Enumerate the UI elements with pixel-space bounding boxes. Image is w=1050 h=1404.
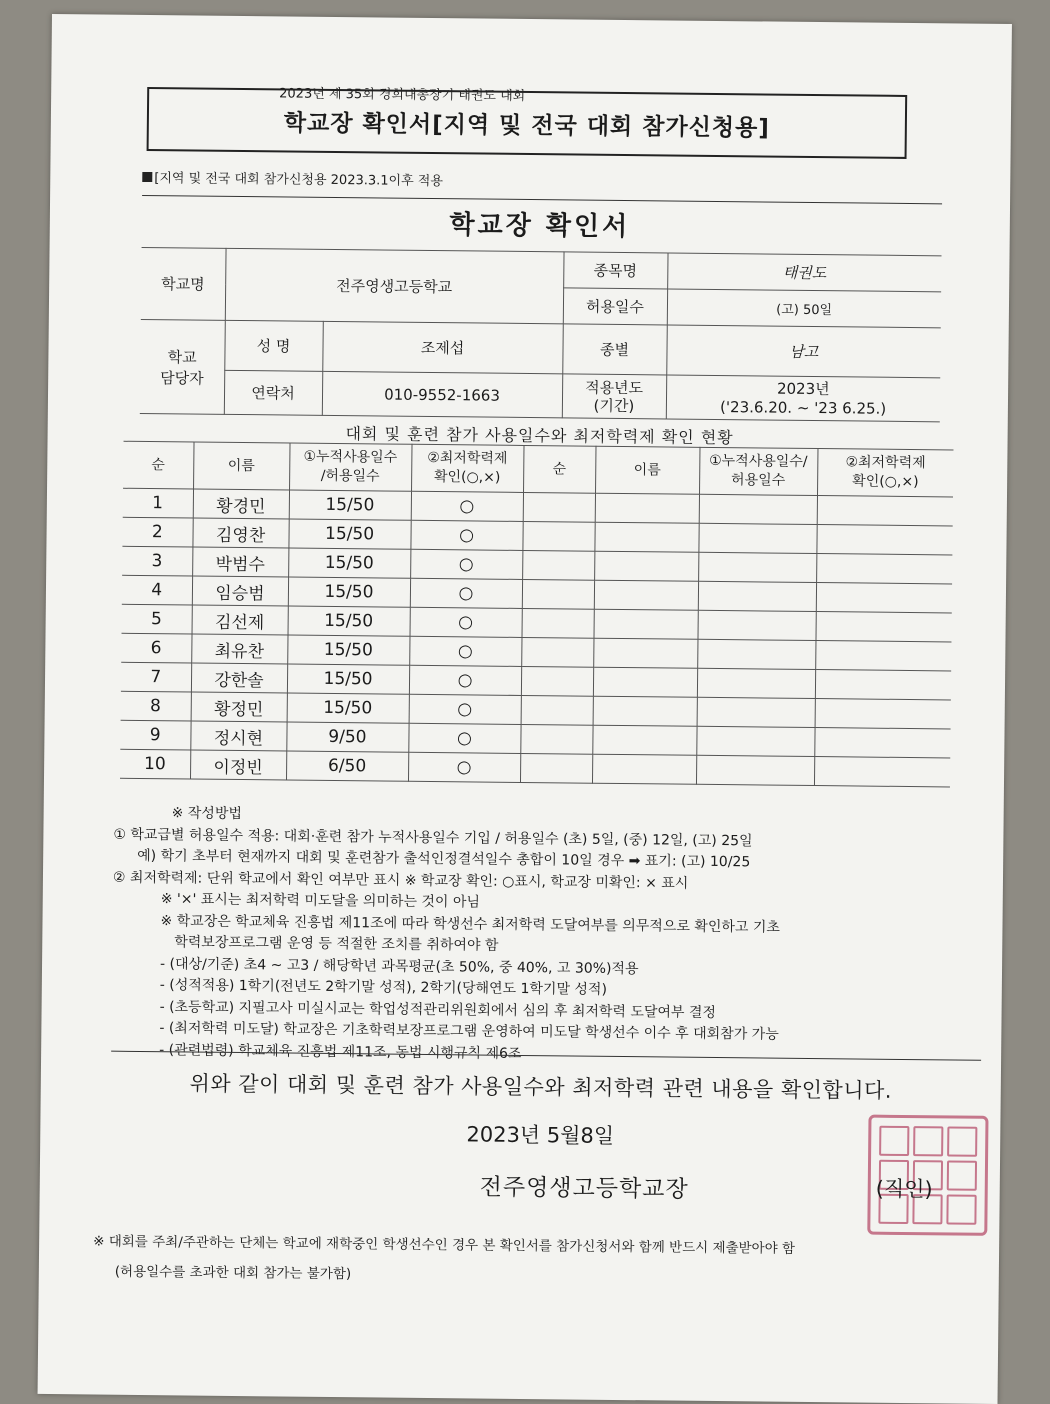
header-days-right-line2: 허용일수	[731, 472, 786, 489]
row-name: 강한솔	[191, 663, 287, 693]
row-check: ○	[410, 578, 522, 608]
row-check-right	[814, 757, 950, 787]
row-name: 황경민	[193, 489, 289, 519]
writing-guide	[111, 803, 994, 1070]
row-no: 9	[120, 720, 190, 750]
manager-label-line2: 담당자	[160, 368, 204, 388]
category-value: 남고	[666, 325, 941, 378]
footer-note	[93, 1226, 974, 1295]
row-days: 15/50	[287, 664, 409, 694]
guide-line: ※ 학교장은 학교체육 진흥법 제11조에 따라 학생선수 최저학력 도달여부를 의무적으로 확인하고 기초	[160, 912, 781, 936]
participation-status-table	[120, 441, 953, 788]
row-name-right	[593, 638, 697, 668]
row-check: ○	[408, 723, 520, 753]
row-no-right	[522, 521, 594, 551]
row-no: 1	[123, 488, 193, 518]
row-check: ○	[411, 491, 523, 521]
row-no: 8	[121, 691, 191, 721]
row-check: ○	[410, 520, 522, 550]
row-name: 김영찬	[192, 518, 288, 548]
header-days-right-line1: ①누적사용일수/	[709, 452, 808, 470]
document-title: 학교장 확인서[지역 및 전국 대회 참가신청용]	[147, 87, 908, 159]
period-value: ('23.6.20. ~ '23 6.25.)	[720, 397, 887, 418]
name-label: 성 명	[224, 320, 323, 371]
row-check-right	[816, 554, 952, 584]
status-table-body	[120, 488, 953, 787]
row-check-right	[814, 728, 950, 758]
row-days: 15/50	[289, 490, 411, 520]
footer-line-1: ※ 대회를 주최/주관하는 단체는 학교에 재학중인 학생선수인 경우 본 확인서를 참가신청서와 함께 반드시 제출받아야 함	[93, 1233, 796, 1257]
guide-line: - (대상/기준) 초4 ~ 고3 / 해당학년 과목평균(초 50%, 중 40%, 고 30%)적용	[159, 955, 639, 977]
row-days-right	[696, 755, 814, 785]
guide-line: 예) 학기 초부터 현재까지 대회 및 훈련참가 출석인정결석일수 총합이 10일 경우 ➡ 표기: (고) 10/25	[137, 847, 751, 871]
row-name: 박범수	[192, 547, 288, 577]
row-days: 15/50	[288, 606, 410, 636]
row-name: 이정빈	[190, 750, 286, 780]
guide-line: - (초등학교) 지필고사 미실시교는 학업성적관리위원회에서 심의 후 최저학력 도달여부 결정	[159, 998, 717, 1021]
guide-line: ※ 작성방법	[171, 805, 242, 823]
row-check-right	[815, 612, 951, 642]
header-no-right: 순	[523, 445, 595, 493]
row-days-right	[697, 610, 815, 640]
header-no: 순	[123, 441, 193, 489]
row-check-right	[815, 641, 951, 671]
header-days-right	[699, 447, 817, 495]
header-check-line1: ②최저학력제	[427, 449, 508, 467]
row-check: ○	[410, 607, 522, 637]
allowed-days-label: 허용일수	[563, 288, 667, 325]
row-no-right	[522, 579, 594, 609]
seal-label: (직인)	[875, 1176, 933, 1202]
header-days-line1: ①누적사용일수	[303, 448, 398, 466]
manager-label-line1: 학교	[167, 347, 197, 367]
row-name-right	[594, 580, 698, 610]
row-days: 15/50	[287, 635, 409, 665]
header-name-right: 이름	[595, 446, 699, 494]
row-check-right	[816, 525, 952, 555]
row-no-right	[520, 753, 592, 783]
row-no: 10	[120, 749, 190, 779]
school-label: 학교명	[141, 247, 226, 320]
year-value	[666, 375, 940, 422]
row-name: 정시현	[190, 721, 286, 751]
row-check: ○	[409, 694, 521, 724]
allowed-days-value: (고) 50일	[667, 289, 941, 328]
applicability-note	[142, 167, 443, 189]
row-name: 김선제	[192, 605, 288, 635]
row-name: 임승범	[192, 576, 288, 606]
header-days-line2: /허용일수	[320, 467, 380, 485]
row-name-right	[592, 725, 696, 755]
row-check-right	[815, 670, 951, 700]
year-value-line1: 2023년	[776, 379, 830, 398]
header-check-line2: 확인(○,×)	[433, 469, 501, 486]
row-name-right	[593, 696, 697, 726]
principal-title: 전주영생고등학교장	[479, 1174, 689, 1203]
row-check: ○	[410, 549, 522, 579]
guide-line: - (성적적용) 1학기(전년도 2학기말 성적), 2학기(당해연도 1학기말 성적)	[159, 977, 608, 998]
manager-label	[140, 319, 225, 414]
applicability-note-text: [지역 및 전국 대회 참가신청용 2023.3.1이후 적용	[154, 171, 444, 190]
guide-line: ② 최저학력제: 단위 학교에서 확인 여부만 표시 ※ 학교장 확인: ○표시, 학교장 미확인: × 표시	[112, 869, 689, 892]
row-days-right	[697, 697, 815, 727]
row-name-right	[593, 667, 697, 697]
row-no: 6	[121, 633, 191, 663]
row-days-right	[697, 668, 815, 698]
row-check: ○	[408, 752, 520, 782]
row-days-right	[698, 581, 816, 611]
row-check-right	[816, 583, 952, 613]
year-label-line1: 적용년도	[585, 378, 644, 397]
row-check: ○	[409, 636, 521, 666]
header-check-right	[817, 449, 953, 497]
category-label: 종별	[562, 324, 667, 375]
sport-label: 종목명	[563, 252, 667, 289]
row-no-right	[521, 637, 593, 667]
document-page	[38, 14, 1012, 1404]
header-check-right-line1: ②최저학력제	[845, 454, 926, 472]
row-check: ○	[409, 665, 521, 695]
guide-line: - (관련법령) 학교체육 진흥법 제11조, 동법 시행규칙 제6조	[159, 1041, 522, 1062]
row-days-right	[698, 552, 816, 582]
issue-date: 2023년 5월8일	[466, 1122, 615, 1148]
row-days-right	[696, 726, 814, 756]
row-no: 7	[121, 662, 191, 692]
row-no-right	[521, 695, 593, 725]
row-days: 15/50	[288, 519, 410, 549]
row-no: 5	[122, 604, 192, 634]
row-no-right	[521, 608, 593, 638]
row-name-right	[593, 609, 697, 639]
row-name-right	[594, 522, 698, 552]
guide-line: - (최저학력 미도달) 학교장은 기초학력보장프로그램 운영하여 미도달 학생선수 이수 후 대회참가 가능	[159, 1020, 779, 1043]
contact-value: 010-9552-1663	[322, 371, 562, 418]
row-no: 2	[122, 517, 192, 547]
row-no-right	[521, 666, 593, 696]
row-name-right	[592, 754, 696, 784]
row-days: 9/50	[286, 722, 408, 752]
header-days	[289, 443, 411, 491]
header-check-right-line2: 확인(○,×)	[852, 473, 919, 491]
row-check-right	[817, 496, 953, 526]
guide-line: 학력보장프로그램 운영 등 적절한 조치를 취하여야 함	[174, 934, 499, 954]
row-days-right	[697, 639, 815, 669]
row-no: 3	[122, 546, 192, 576]
form-subtitle: 학교장 확인서	[449, 210, 631, 243]
row-no: 4	[122, 575, 192, 605]
row-days: 15/50	[288, 577, 410, 607]
guide-line: ※ '×' 표시는 최저학력 미도달을 의미하는 것이 아님	[160, 891, 481, 911]
year-label	[562, 374, 666, 419]
row-name: 최유찬	[191, 634, 287, 664]
header-check	[411, 444, 523, 492]
row-no-right	[522, 550, 594, 580]
school-info-table	[140, 247, 942, 422]
row-check-right	[815, 699, 951, 729]
footer-line-2: (허용일수를 초과한 대회 참가는 불가함)	[114, 1263, 352, 1283]
contact-label: 연락처	[224, 370, 322, 415]
row-name-right	[594, 551, 698, 581]
row-days-right	[699, 494, 817, 524]
row-days: 15/50	[287, 693, 409, 723]
row-no-right	[523, 492, 595, 522]
header-name: 이름	[193, 442, 289, 490]
sport-value: 태권도	[667, 253, 941, 292]
row-days-right	[698, 523, 816, 553]
status-title: 대회 및 훈련 참가 사용일수와 최저학력제 확인 현황	[345, 424, 734, 448]
square-bullet-icon	[142, 172, 152, 182]
row-days: 6/50	[286, 751, 408, 781]
row-no-right	[520, 724, 592, 754]
confirmation-statement: 위와 같이 대회 및 훈련 참가 사용일수와 최저학력 관련 내용을 확인합니다.	[189, 1071, 893, 1103]
school-value: 전주영생고등학교	[225, 248, 564, 324]
event-name: 2023년 제 35회 경희대총장기 태권도 대회	[279, 86, 526, 104]
row-name-right	[595, 493, 699, 523]
year-label-line2: (기간)	[593, 396, 635, 415]
guide-line: ① 학교급별 허용일수 적용: 대회·훈련 참가 누적사용일수 기입 / 허용일수 (초) 5일, (중) 12일, (고) 25일	[113, 826, 753, 849]
name-value: 조제섭	[322, 321, 563, 374]
row-days: 15/50	[288, 548, 410, 578]
row-name: 황정민	[191, 692, 287, 722]
